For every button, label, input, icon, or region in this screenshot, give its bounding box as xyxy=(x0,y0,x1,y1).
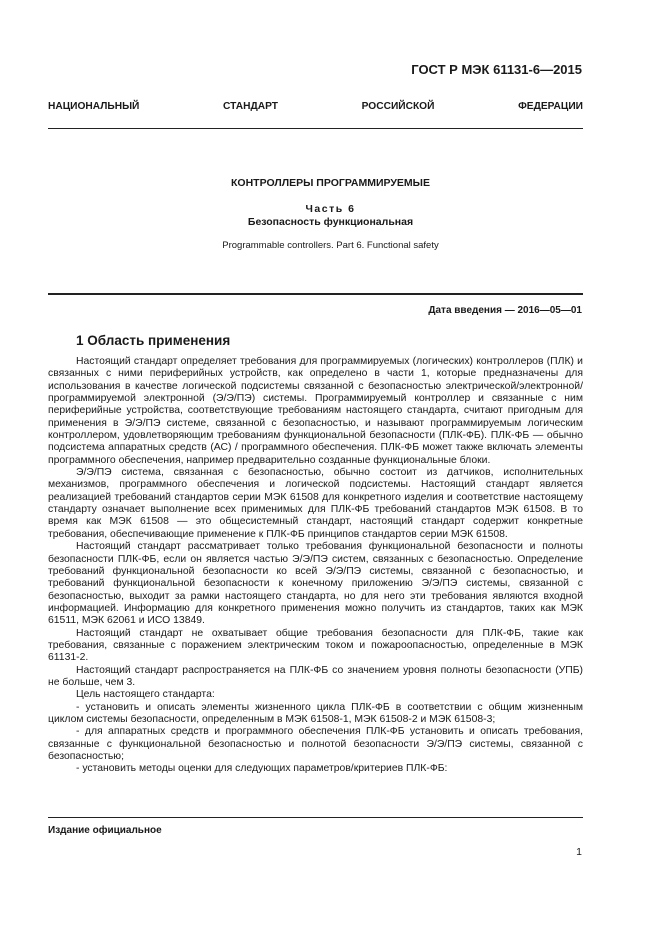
paragraph: Э/Э/ПЭ система, связанная с безопасностью, обычно состоит из датчиков, исполнительных механизмов, программного обеспечения и логической подсистемы. Настоящий стандарт является реализацией требований стандартов серии МЭК 61508 для конкретного изделия и соответствие настоящему стандарту означает выполнение всех применимых для ПЛК-ФБ требований стандартов МЭК 61508. В то время как МЭК 61508 — это общесистемный стандарт, настоящий стандарт содержит конкретные требования, обеспечивающие применение к ПЛК-ФБ принципов стандартов серии МЭК 61508. xyxy=(48,467,583,540)
list-item: - для аппаратных средств и программного обеспечения ПЛК-ФБ установить и описать требования, связанные с функциональной безопасностью и полнотой безопасности Э/Э/ПЭ системы, связанной с безопасностью; xyxy=(48,726,583,762)
edition-label: Издание официальное xyxy=(48,825,162,836)
document-title: КОНТРОЛЛЕРЫ ПРОГРАММИРУЕМЫЕ xyxy=(231,177,430,189)
paragraph: Настоящий стандарт распространяется на ПЛК-ФБ со значением уровня полноты безопасности (УПБ) не больше, чем 3. xyxy=(48,664,583,688)
paragraph: Настоящий стандарт определяет требования для программируемых (логических) контроллеров (ПЛК) и связанных с ними периферийных устройств, как определено в части 1, которые предназначены для использования в качестве логической подсистемы связанной с безопасностью электрической/электронной/программируемой электронной (Э/Э/ПЭ) системы. Программируемый контроллер и связанные с ним периферийные устройства, соответствующие требованиям настоящего стандарта, считают пригодным для применения в Э/Э/ПЭ системе, связанной с безопасностью, и называют программируемым логическим контроллером, удовлетворяющим требованиям функциональной безопасности (ПЛК-ФБ). ПЛК-ФБ — обычно подсистема аппаратных средств (АС) / программного обеспечения. ПЛК-ФБ может также включать элементы программного обеспечения, например предварительно созданные функциональные блоки. xyxy=(48,356,583,466)
paragraph: Цель настоящего стандарта: xyxy=(76,689,215,701)
part-label: Часть 6 xyxy=(305,203,356,215)
list-item: - установить методы оценки для следующих параметров/критериев ПЛК-ФБ: xyxy=(76,763,448,775)
page-number: 1 xyxy=(576,846,582,858)
paragraph: Настоящий стандарт не охватывает общие требования безопасности для ПЛК-ФБ, такие как требования, связанные с поражением электрическим током и пожароопасностью, определенные в МЭК 61131-2. xyxy=(48,627,583,664)
english-title: Programmable controllers. Part 6. Functional safety xyxy=(222,240,439,251)
header-divider xyxy=(48,128,583,129)
title-divider xyxy=(48,293,583,295)
section-heading: 1 Область применения xyxy=(76,333,231,348)
national-standard-banner: НАЦИОНАЛЬНЫЙ СТАНДАРТ РОССИЙСКОЙ ФЕДЕРАЦИИ xyxy=(48,101,583,112)
document-subtitle: Безопасность функциональная xyxy=(247,216,414,228)
footer-divider xyxy=(48,817,583,818)
effective-date: Дата введения — 2016—05—01 xyxy=(428,305,582,316)
paragraph: Настоящий стандарт рассматривает только требования функциональной безопасности и полноты безопасности ПЛК-ФБ, если он является частью Э/Э/ПЭ систем, связанных с безопасностью. Определение требований функциональной безопасности ко всей Э/Э/ПЭ системы, связанной с безопасностью, и требований функциональной безопасности к конечному приложению Э/Э/ПЭ системы, связанной с безопасностью, выходит за рамки настоящего стандарта, но для него эти требования являются входной информацией. Информацию для конкретного применения можно получить из стандартов, таких как МЭК 61511, МЭК 62061 и ИСО 13849. xyxy=(48,541,583,627)
list-item: - установить и описать элементы жизненного цикла ПЛК-ФБ в соответствии с общим жизненным циклом системы безопасности, определенным в МЭК 61508-1, МЭК 61508-2 и МЭК 61508-3; xyxy=(48,701,583,725)
document-number: ГОСТ Р МЭК 61131-6—2015 xyxy=(411,62,582,77)
section-body xyxy=(48,356,583,776)
